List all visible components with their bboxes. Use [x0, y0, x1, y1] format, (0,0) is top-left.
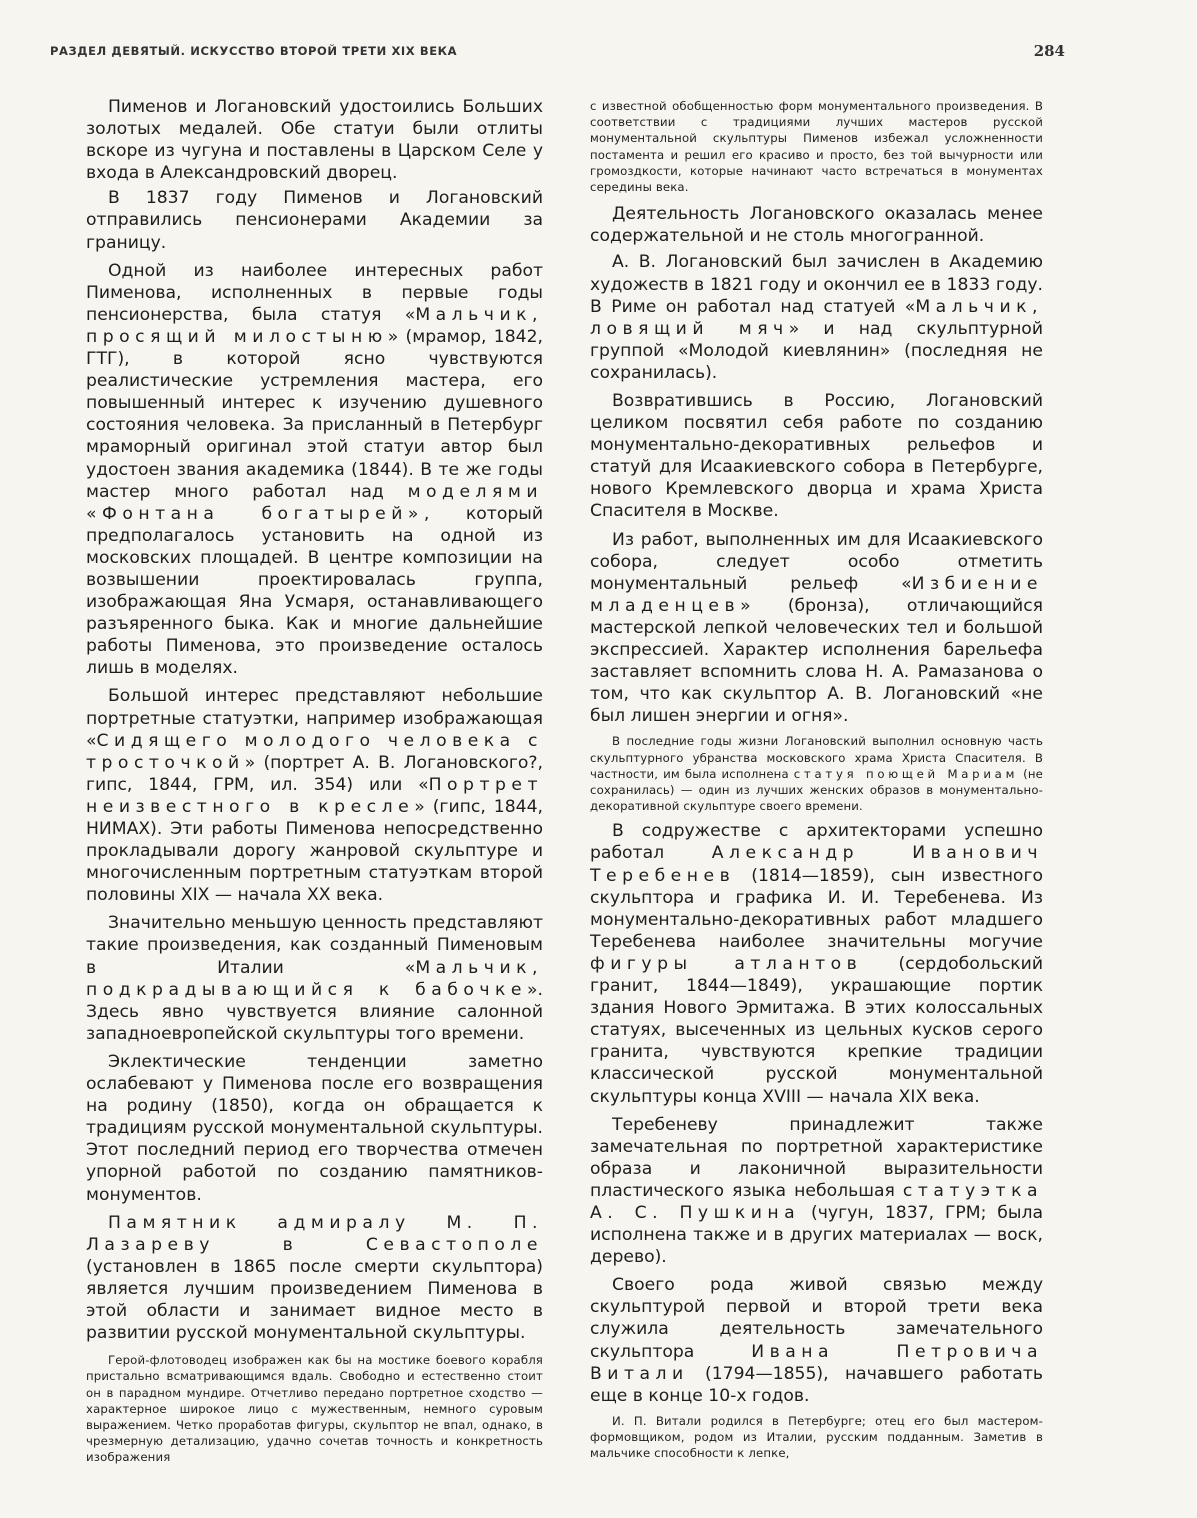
left-column	[86, 96, 543, 1466]
paragraph: Одной из наиболее интересных работ Пименова, исполненных в первые годы пенсионерства, была статуя «Мальчик, просящий милостыню» (мрамор, 1842, ГТГ), в которой ясно чувствуются реалистические устремления мастера, его повышенный интерес к изучению душевного состояния человека. За присланный в Петербург мраморный оригинал этой статуи автор был удостоен звания академика (1844). В те же годы мастер много работал над моделями «Фонтана богатырей», который предполагалось установить на одной из московских площадей. В центре композиции на возвышении проектировалась группа, изображающая Яна Усмаря, останавливающего разъяренного быка. Как и многие дальнейшие работы Пименова, это произведение осталось лишь в моделях.	[86, 260, 543, 679]
paragraph: Эклектические тенденции заметно ослабевают у Пименова после его возвращения на родину (1850), когда он обращается к традициям русской монументальной скульптуры. Этот последний период его творчества отмечен упорной работой по созданию памятников-монументов.	[86, 1051, 543, 1205]
small-print-paragraph: И. П. Витали родился в Петербурге; отец его был мастером-формовщиком, родом из Италии, русским подданным. Заметив в мальчике способности к лепке,	[590, 1413, 1043, 1461]
spaced-emphasis: Александр Иванович Теребенев	[590, 843, 1043, 886]
small-print-paragraph: Герой-флотоводец изображен как бы на мостике боевого корабля пристально всматривающимся вдаль. Свободно и естественно стоит он в парадном мундире. Отчетливо передано портретное сходство — характерное широкое лицо с мужественным, немного суровым выражением. Четко проработав фигуры, скульптор не впал, однако, в чрезмерную детализацию, удачно сочетав точность и конкретность изображения	[86, 1353, 543, 1465]
section-title: РАЗДЕЛ ДЕВЯТЫЙ. ИСКУССТВО ВТОРОЙ ТРЕТИ XIX ВЕКА	[50, 44, 458, 58]
paragraph: Из работ, выполненных им для Исаакиевского собора, следует особо отметить монументальный рельеф «Избиение младенцев» (бронза), отличающийся мастерской лепкой человеческих тел и большой экспрессией. Характер исполнения барельефа заставляет вспомнить слова Н. А. Рамазанова о том, что как скульптор А. В. Логановский «не был лишен энергии и огня».	[590, 529, 1043, 727]
paragraph: Большой интерес представляют небольшие портретные статуэтки, например изображающая «Сидящего молодого человека с тросточкой» (портрет А. В. Логановского?, гипс, 1844, ГРМ, ил. 354) или «Портрет неизвестного в кресле» (гипс, 1844, НИМАХ). Эти работы Пименова непосредственно прокладывали дорогу жанровой скульптуре и многочисленным портретным статуэткам второй половины XIX — начала XX века.	[86, 686, 543, 906]
page-header	[50, 44, 1065, 68]
paragraph: Пименов и Логановский удостоились Больших золотых медалей. Обе статуи были отлиты вскоре из чугуна и поставлены в Царском Селе у входа в Александровский дворец.	[86, 97, 543, 184]
spaced-emphasis: Избиение младенцев	[590, 573, 1043, 616]
paragraph: Возвратившись в Россию, Логановский целиком посвятил себя работе по созданию монументально-декоративных рельефов и статуй для Исаакиевского собора в Петербурге, нового Кремлевского дворца и храма Христа Спасителя в Москве.	[590, 390, 1043, 522]
spaced-emphasis: Памятник адмиралу М. П. Лазареву в Севастополе	[86, 1212, 543, 1255]
page-number: 284	[1033, 42, 1065, 60]
right-column	[590, 98, 1043, 1461]
spaced-emphasis: Портрет неизвестного в кресле	[86, 774, 543, 817]
spaced-emphasis: статуэтка А. С. Пушкина	[590, 1180, 1043, 1223]
paragraph: А. В. Логановский был зачислен в Академию художеств в 1821 году и окончил ее в 1833 году. В Риме он работал над статуей «Мальчик, ловящий мяч» и над скульптурной группой «Молодой киевлянин» (последняя не сохранилась).	[590, 252, 1043, 383]
small-print-paragraph: В последние годы жизни Логановский выполнил основную часть скульптурного убранства московского храма Христа Спасителя. В частности, им была исполнена статуя поющей Мариам (не сохранилась) — один из лучших женских образов в монументально-декоративной скульптуре своего времени.	[590, 734, 1043, 814]
spaced-emphasis: Мальчик, просящий милостыню	[86, 304, 543, 347]
paragraph: В 1837 году Пименов и Логановский отправились пенсионерами Академии за границу.	[86, 188, 543, 253]
spaced-emphasis: моделями «Фонтана богатырей»	[86, 481, 543, 524]
spaced-emphasis: Сидящего молодого человека с тросточкой	[86, 730, 543, 773]
paragraph: Своего рода живой связью между скульптурой первой и второй трети века служила деятельность замечательного скульптора Ивана Петровича Витали (1794—1855), начавшего работать еще в конце 10-х годов.	[590, 1275, 1043, 1406]
small-print-paragraph: с известной обобщенностью форм монументального произведения. В соответствии с традициями лучших мастеров русской монументальной скульптуры Пименов избежал усложненности постамента и решил его красиво и просто, без той вычурности или громоздкости, которые начинают часто встречаться в монументах середины века.	[590, 99, 1043, 195]
paragraph: Теребеневу принадлежит также замечательная по портретной характеристике образа и лаконичной выразительности пластического языка небольшая статуэтка А. С. Пушкина (чугун, 1837, ГРМ; была исполнена также и в других материалах — воск, дерево).	[590, 1114, 1043, 1268]
paragraph: Деятельность Логановского оказалась менее содержательной и не столь многогранной.	[590, 204, 1043, 247]
paragraph: В содружестве с архитекторами успешно работал Александр Иванович Теребенев (1814—1859), сын известного скульптора и графика И. И. Теребенева. Из монументально-декоративных работ младшего Теребенева наиболее значительны могучие фигуры атлантов (сердобольский гранит, 1844—1849), украшающие портик здания Нового Эрмитажа. В этих колоссальных статуях, высеченных из цельных кусков серого гранита, чувствуются крепкие традиции классической русской монументальной скульптуры конца XVIII — начала XIX века.	[590, 821, 1043, 1107]
paragraph: Памятник адмиралу М. П. Лазареву в Севастополе (установлен в 1865 после смерти скульптора) является лучшим произведением Пименова в этой области и занимает видное место в развитии русской монументальной скульптуры.	[86, 1212, 543, 1344]
spaced-emphasis: Мальчик, подкрадывающийся к бабочке	[86, 957, 543, 1000]
spaced-emphasis: статуя поющей Мариам	[793, 766, 1019, 781]
spaced-emphasis: Ивана Петровича Витали	[590, 1341, 1043, 1384]
paragraph: Значительно меньшую ценность представляют такие произведения, как созданный Пименовым в Италии «Мальчик, подкрадывающийся к бабочке». Здесь явно чувствуется влияние салонной западноевропейской скульптуры того времени.	[86, 913, 543, 1044]
spaced-emphasis: Мальчик, ловящий мяч	[590, 296, 1043, 339]
spaced-emphasis: фигуры атлантов	[590, 953, 863, 974]
